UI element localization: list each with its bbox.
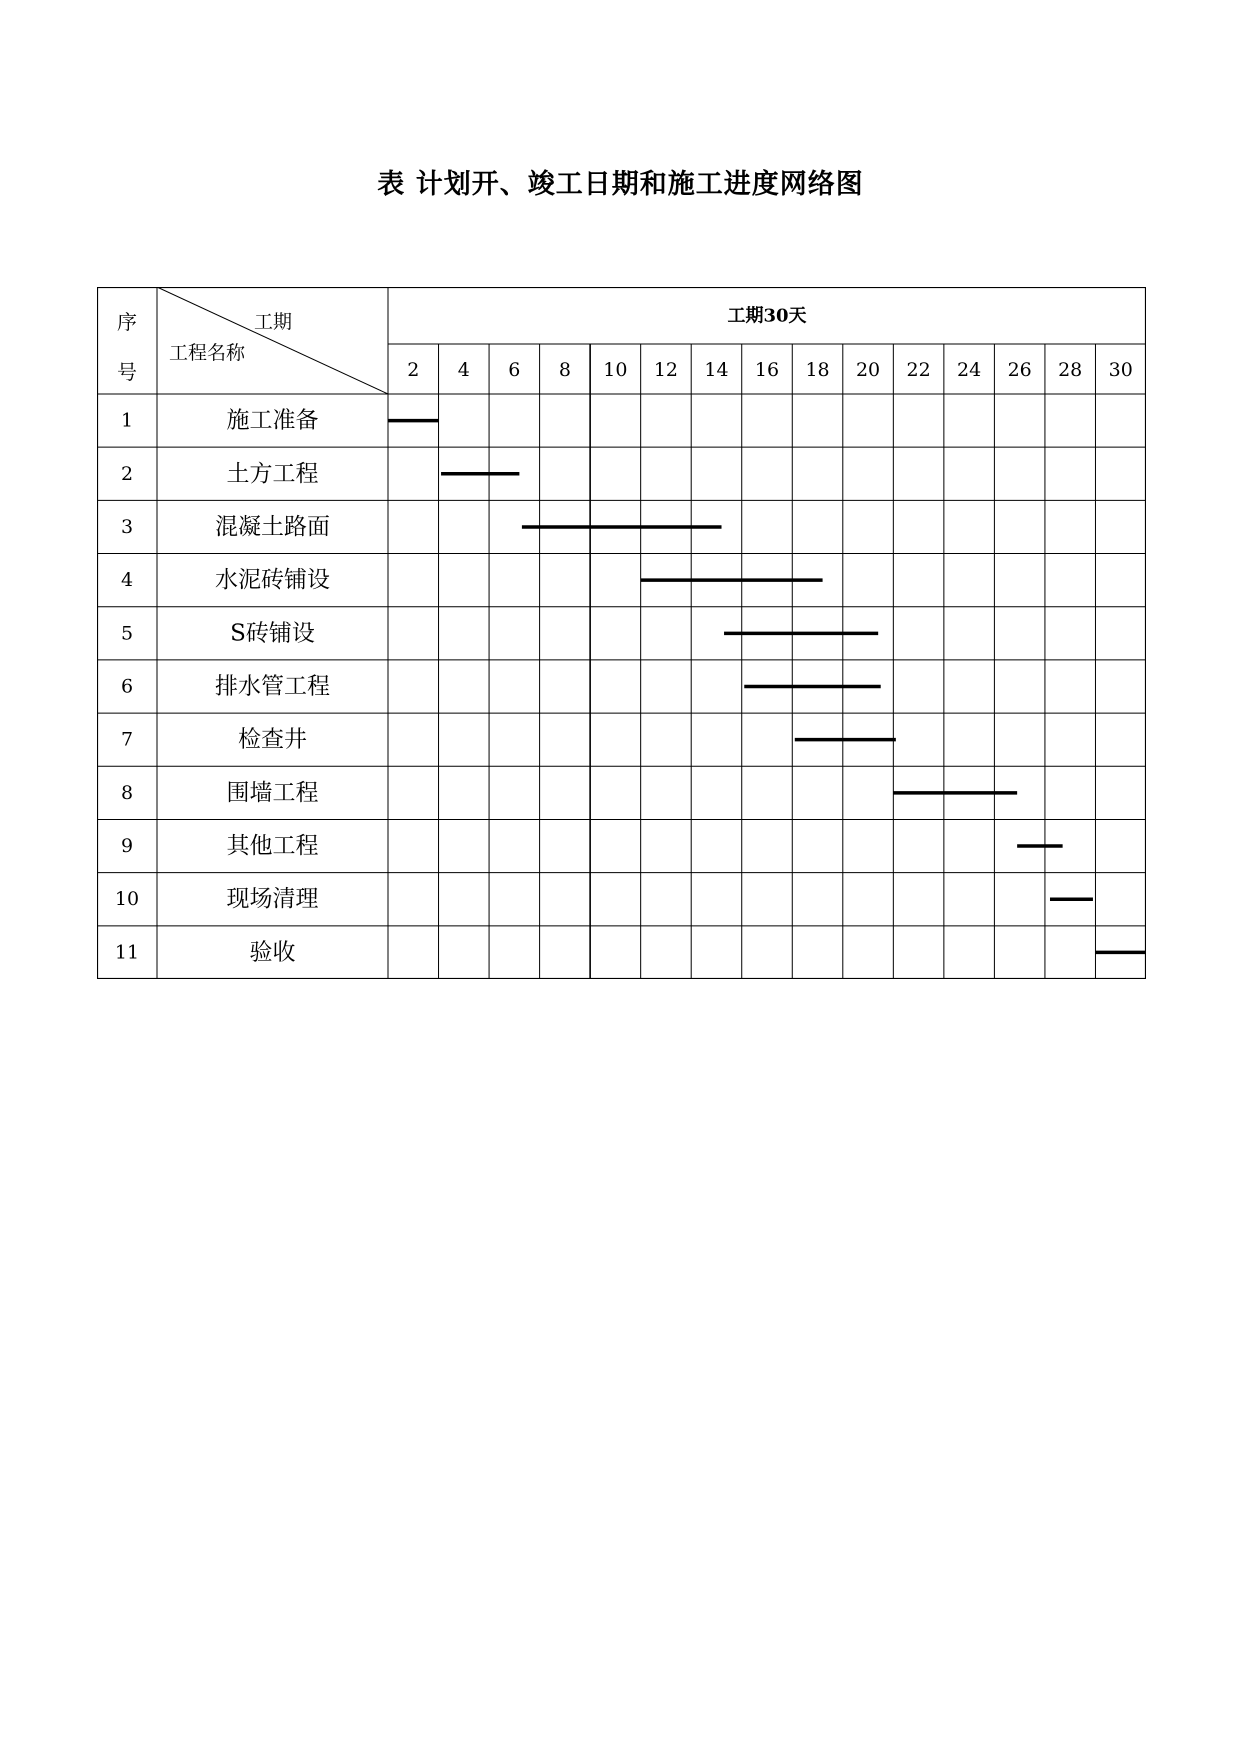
corner-top-label: 工期: [253, 311, 293, 333]
task-name: 排水管工程: [215, 673, 330, 700]
day-tick-label: 20: [855, 359, 881, 381]
task-name: 水泥砖铺设: [215, 567, 330, 594]
day-tick-label: 22: [906, 359, 931, 381]
row-number: 6: [120, 675, 134, 698]
day-tick-label: 26: [1007, 359, 1032, 381]
day-tick-label: 10: [603, 359, 628, 381]
row-number: 8: [120, 781, 134, 804]
row-number: 10: [114, 888, 140, 911]
row-number: 5: [120, 622, 134, 645]
day-tick-label: 12: [653, 359, 679, 381]
task-name: 围墙工程: [226, 779, 319, 806]
day-tick-label: 28: [1058, 359, 1083, 381]
task-name: 其他工程: [226, 833, 319, 860]
day-tick-label: 14: [704, 359, 729, 381]
task-name: S砖铺设: [230, 620, 315, 647]
day-tick-label: 8: [558, 359, 571, 381]
seq-header-bottom: 号: [117, 360, 137, 384]
day-tick-label: 24: [957, 359, 982, 381]
day-tick-label: 6: [508, 359, 521, 381]
row-number: 7: [120, 728, 134, 751]
day-tick-label: 2: [407, 359, 420, 381]
seq-header-top: 序: [117, 310, 137, 334]
task-name: 施工准备: [226, 407, 319, 434]
corner-bottom-label: 工程名称: [169, 342, 246, 364]
row-number: 11: [114, 941, 140, 964]
row-number: 3: [120, 515, 134, 538]
task-name: 验收: [249, 939, 296, 966]
row-number: 9: [120, 835, 134, 858]
day-tick-label: 30: [1108, 359, 1133, 381]
day-tick-label: 18: [805, 359, 830, 381]
period-header: 工期30天: [727, 305, 807, 327]
day-tick-label: 16: [754, 359, 780, 381]
row-number: 1: [120, 409, 134, 432]
document-title: 表 计划开、竣工日期和施工进度网络图: [377, 169, 864, 200]
row-number: 2: [120, 462, 134, 485]
task-name: 混凝土路面: [215, 513, 330, 540]
day-tick-label: 4: [457, 359, 470, 381]
task-name: 检查井: [238, 726, 307, 753]
schedule-table: [97, 287, 1146, 979]
corner-diagonal: [157, 287, 388, 394]
row-number: 4: [120, 569, 134, 592]
task-name: 现场清理: [226, 886, 319, 913]
task-name: 土方工程: [226, 460, 319, 487]
